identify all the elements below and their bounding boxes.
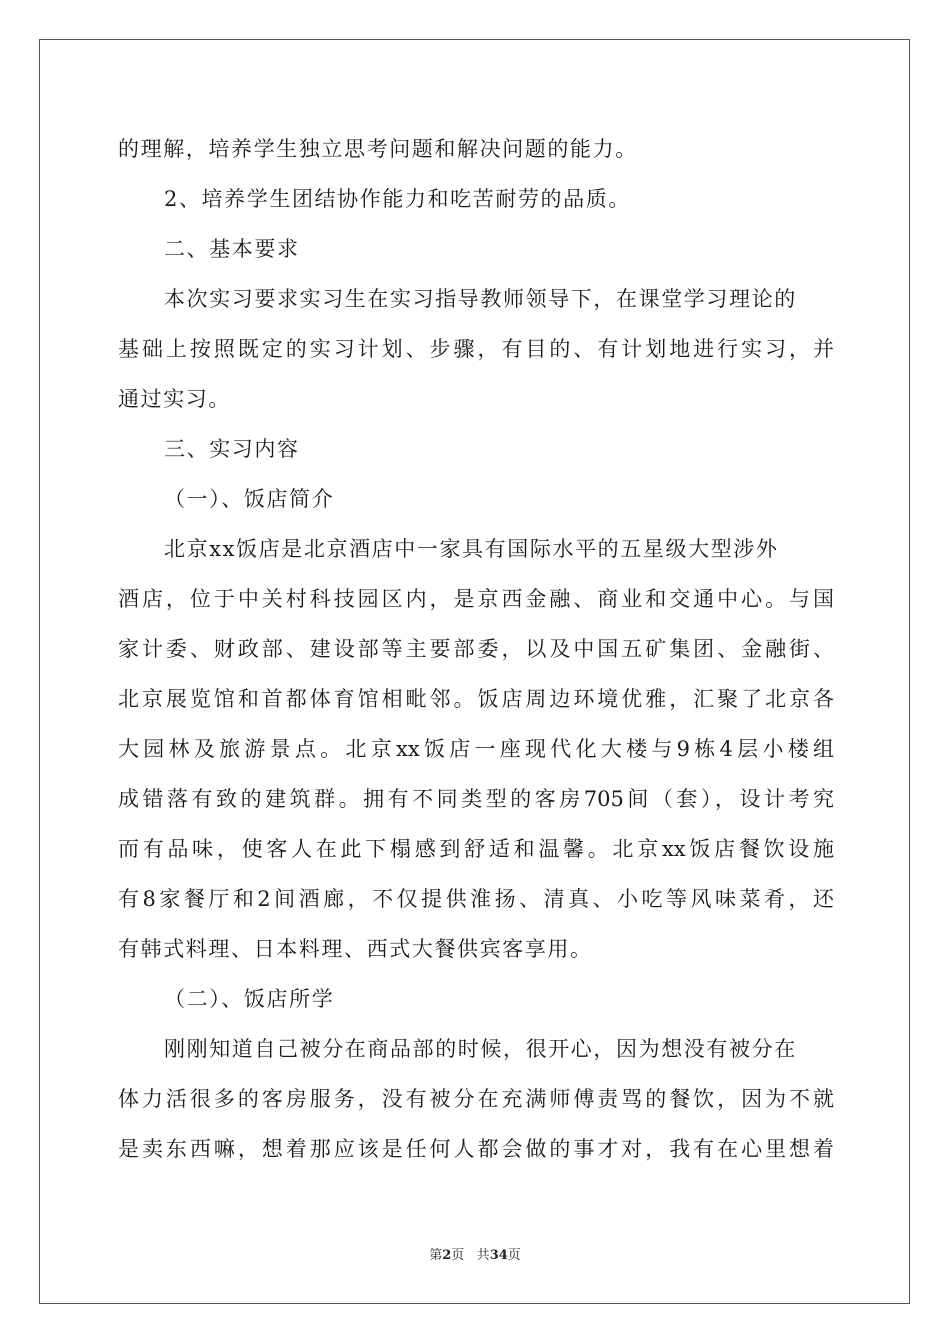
section-heading: 三、实习内容 <box>164 437 300 461</box>
page-prefix: 第 <box>429 1248 443 1263</box>
text-line: 大园林及旅游景点。北京xx饭店一座现代化大楼与9栋4层小楼组 <box>118 737 834 761</box>
text-line: 有8家餐厅和2间酒廊，不仅提供淮扬、清真、小吃等风味菜肴，还 <box>118 887 834 911</box>
text-line: 北京展览馆和首都体育馆相毗邻。饭店周边环境优雅，汇聚了北京各 <box>118 687 834 711</box>
text-line: 2、培养学生团结协作能力和吃苦耐劳的品质。 <box>164 187 631 211</box>
text-line: 是卖东西嘛，想着那应该是任何人都会做的事才对，我有在心里想着 <box>118 1137 834 1161</box>
text-line: 体力活很多的客房服务，没有被分在充满师傅责骂的餐饮，因为不就 <box>118 1087 834 1111</box>
text-line: 通过实习。 <box>118 387 231 411</box>
text-line: 家计委、财政部、建设部等主要部委，以及中国五矿集团、金融街、 <box>118 637 834 661</box>
total-unit: 页 <box>507 1248 521 1263</box>
total-prefix: 共 <box>476 1248 490 1263</box>
text-line: 北京xx饭店是北京酒店中一家具有国际水平的五星级大型涉外 <box>164 537 779 561</box>
section-heading: 二、基本要求 <box>164 237 300 261</box>
text-line: 有韩式料理、日本料理、西式大餐供宾客享用。 <box>118 937 593 961</box>
page-footer <box>0 1244 950 1263</box>
text-line: 本次实习要求实习生在实习指导教师领导下，在课堂学习理论的 <box>164 287 797 311</box>
text-line: 的理解，培养学生独立思考问题和解决问题的能力。 <box>118 137 638 161</box>
text-line: 而有品味，使客人在此下榻感到舒适和温馨。北京xx饭店餐饮设施 <box>118 837 834 861</box>
subsection-heading: （一）、饭店简介 <box>164 487 335 511</box>
text-line: 成错落有致的建筑群。拥有不同类型的客房705间（套），设计考究 <box>118 787 834 811</box>
total-pages: 34 <box>489 1248 508 1263</box>
page-number: 2 <box>442 1248 452 1263</box>
subsection-heading: （二）、饭店所学 <box>164 987 335 1011</box>
page-unit: 页 <box>451 1248 465 1263</box>
text-line: 酒店，位于中关村科技园区内，是京西金融、商业和交通中心。与国 <box>118 587 834 611</box>
text-line: 基础上按照既定的实习计划、步骤，有目的、有计划地进行实习，并 <box>118 337 834 361</box>
text-line: 刚刚知道自己被分在商品部的时候，很开心，因为想没有被分在 <box>164 1037 797 1061</box>
